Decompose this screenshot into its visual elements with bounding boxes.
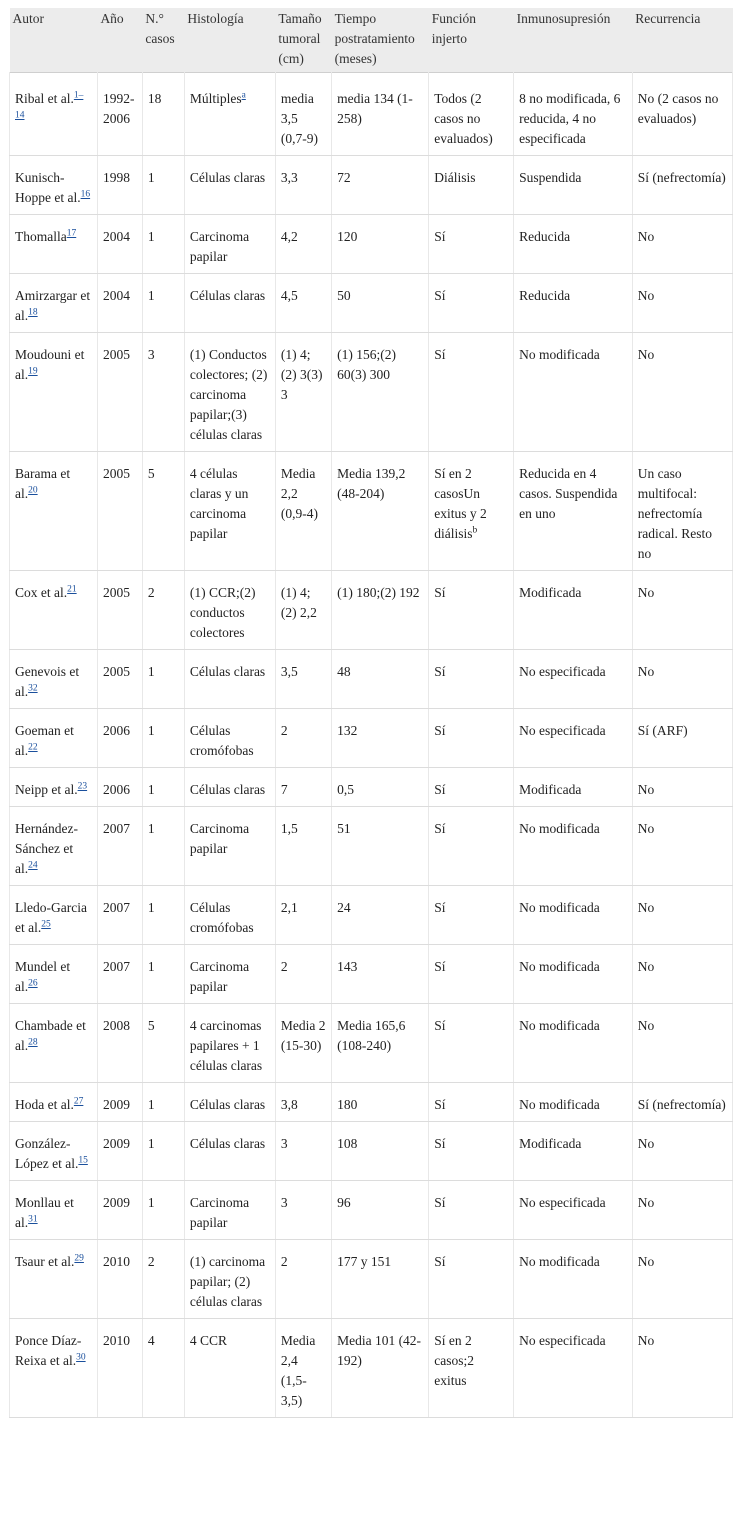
cell-immunosuppression: Reducida — [514, 215, 633, 274]
header-time: Tiempo postratamiento (meses) — [332, 8, 429, 73]
cell-size: 3 — [275, 1122, 331, 1181]
cell-year: 2004 — [97, 274, 142, 333]
cell-year: 2005 — [97, 571, 142, 650]
reference-link[interactable]: 22 — [28, 742, 38, 753]
table-row — [10, 571, 733, 650]
graft-text: Sí — [434, 821, 446, 836]
table-row — [10, 1319, 733, 1418]
cell-author — [10, 1240, 98, 1319]
cell-recurrence: Sí (nefrectomía) — [632, 1083, 732, 1122]
graft-text: Sí — [434, 1097, 446, 1112]
graft-text: Sí — [434, 229, 446, 244]
cell-histology — [184, 1083, 275, 1122]
cell-cases: 1 — [142, 886, 184, 945]
histology-text: Células claras — [189, 1097, 266, 1112]
cell-immunosuppression: No modificada — [514, 886, 633, 945]
table-row — [10, 1122, 733, 1181]
cell-graft — [429, 886, 514, 945]
table-row — [10, 156, 733, 215]
cell-time: 120 — [332, 215, 429, 274]
cell-size: 2,1 — [275, 886, 331, 945]
cell-graft — [429, 333, 514, 452]
cell-graft — [429, 1122, 514, 1181]
graft-text: Sí en 2 casosUn exitus y 2 diálisis — [434, 466, 487, 541]
cell-recurrence: No — [632, 807, 732, 886]
cell-time: (1) 156;(2) 60(3) 300 — [332, 333, 429, 452]
cell-histology — [184, 1240, 275, 1319]
cell-immunosuppression: No modificada — [514, 1083, 633, 1122]
graft-text: Sí — [434, 723, 446, 738]
table-row — [10, 709, 733, 768]
cell-author — [10, 807, 98, 886]
cell-histology — [184, 709, 275, 768]
cell-year: 2004 — [97, 215, 142, 274]
graft-text: Sí — [434, 1136, 446, 1151]
author-name: Chambade et al. — [15, 1018, 86, 1053]
author-name: Ponce Díaz-Reixa et al. — [15, 1333, 82, 1368]
table-body — [10, 73, 733, 1418]
histology-text: Carcinoma papilar — [189, 959, 250, 994]
graft-text: Sí — [434, 900, 446, 915]
author-name: González-López et al. — [15, 1136, 79, 1171]
cell-recurrence: No — [632, 274, 732, 333]
cell-time: 143 — [332, 945, 429, 1004]
graft-text: Sí en 2 casos;2 exitus — [434, 1333, 474, 1388]
author-name: Hernández-Sánchez et al. — [15, 821, 78, 876]
cell-immunosuppression: No modificada — [514, 945, 633, 1004]
header-cases: N.° casos — [142, 8, 184, 73]
reference-link[interactable]: 28 — [28, 1037, 38, 1048]
cell-size: 4,5 — [275, 274, 331, 333]
graft-text: Sí — [434, 1018, 446, 1033]
histology-text: 4 células claras y un carcinoma papilar — [189, 466, 249, 541]
cell-author — [10, 1319, 98, 1418]
cell-year: 1992-2006 — [97, 73, 142, 156]
cell-graft — [429, 650, 514, 709]
histology-text: Células claras — [189, 170, 266, 185]
cell-time: 48 — [332, 650, 429, 709]
reference-link[interactable]: 26 — [28, 978, 38, 989]
cell-recurrence: Un caso multifocal: nefrectomía radical. Resto no — [632, 452, 732, 571]
histology-text: Células cromófobas — [189, 723, 254, 758]
cell-year: 2010 — [97, 1319, 142, 1418]
cell-year: 2005 — [97, 650, 142, 709]
cell-recurrence: No — [632, 768, 732, 807]
author-name: Neipp et al. — [15, 782, 78, 797]
author-name: Kunisch-Hoppe et al. — [15, 170, 81, 205]
cell-graft — [429, 807, 514, 886]
cell-recurrence: No — [632, 650, 732, 709]
header-histology: Histología — [184, 8, 275, 73]
cell-immunosuppression: No modificada — [514, 1004, 633, 1083]
cell-cases: 4 — [142, 1319, 184, 1418]
cell-time: 72 — [332, 156, 429, 215]
cell-time: Media 165,6 (108-240) — [332, 1004, 429, 1083]
cell-year: 2007 — [97, 945, 142, 1004]
cell-recurrence: No — [632, 1122, 732, 1181]
cell-cases: 18 — [142, 73, 184, 156]
histology-text: Células claras — [189, 782, 266, 797]
cell-immunosuppression: Reducida en 4 casos. Suspendida en uno — [514, 452, 633, 571]
cell-immunosuppression: No modificada — [514, 1240, 633, 1319]
cell-time: 0,5 — [332, 768, 429, 807]
cell-immunosuppression: No modificada — [514, 333, 633, 452]
cell-size: 3,3 — [275, 156, 331, 215]
cell-size: Media 2 (15-30) — [275, 1004, 331, 1083]
cell-graft — [429, 571, 514, 650]
cell-recurrence: No — [632, 215, 732, 274]
table-row — [10, 452, 733, 571]
reference-link[interactable]: 19 — [28, 366, 38, 377]
table-row — [10, 1083, 733, 1122]
cell-author — [10, 333, 98, 452]
cell-time: 108 — [332, 1122, 429, 1181]
cell-cases: 1 — [142, 768, 184, 807]
cell-histology — [184, 215, 275, 274]
cell-size: 2 — [275, 945, 331, 1004]
cell-recurrence: No — [632, 1004, 732, 1083]
cell-time: 24 — [332, 886, 429, 945]
histology-text: 4 CCR — [189, 1333, 227, 1348]
reference-link[interactable]: 15 — [78, 1155, 88, 1166]
reference-link[interactable]: 16 — [80, 189, 91, 200]
histology-text: Carcinoma papilar — [189, 821, 250, 856]
cell-year: 2009 — [97, 1083, 142, 1122]
cell-histology — [184, 945, 275, 1004]
histology-text: 4 carcinomas papilares + 1 células claras — [189, 1018, 263, 1073]
author-name: Barama et al. — [15, 466, 71, 501]
cell-year: 2008 — [97, 1004, 142, 1083]
cell-cases: 1 — [142, 709, 184, 768]
histology-text: Células claras — [189, 288, 266, 303]
author-name: Hoda et al. — [15, 1097, 74, 1112]
cell-size: 3 — [275, 1181, 331, 1240]
cell-author — [10, 73, 98, 156]
cell-size: 3,5 — [275, 650, 331, 709]
table-row — [10, 333, 733, 452]
cell-cases: 5 — [142, 1004, 184, 1083]
graft-text: Sí — [434, 1254, 446, 1269]
cell-cases: 1 — [142, 1122, 184, 1181]
graft-text: Todos (2 casos no evaluados) — [434, 91, 493, 146]
cell-histology — [184, 650, 275, 709]
graft-text: Sí — [434, 664, 446, 679]
cell-graft — [429, 1319, 514, 1418]
cell-histology — [184, 156, 275, 215]
author-name: Tsaur et al. — [15, 1254, 75, 1269]
cell-graft — [429, 215, 514, 274]
cell-author — [10, 156, 98, 215]
cell-recurrence: No — [632, 945, 732, 1004]
reference-link[interactable]: 21 — [67, 584, 77, 595]
cell-recurrence: No — [632, 1240, 732, 1319]
cell-immunosuppression: Suspendida — [514, 156, 633, 215]
cell-immunosuppression: Reducida — [514, 274, 633, 333]
cell-immunosuppression: Modificada — [514, 571, 633, 650]
cell-time: 132 — [332, 709, 429, 768]
header-graft: Función injerto — [429, 8, 514, 73]
cell-size: 1,5 — [275, 807, 331, 886]
cell-recurrence: Sí (ARF) — [632, 709, 732, 768]
header-author: Autor — [10, 8, 98, 73]
table-row — [10, 650, 733, 709]
cell-histology — [184, 274, 275, 333]
author-name: Lledo-Garcia et al. — [15, 900, 87, 935]
header-year: Año — [97, 8, 142, 73]
histology-text: (1) CCR;(2) conductos colectores — [189, 585, 256, 640]
author-name: Thomalla — [15, 229, 67, 244]
cell-size: 4,2 — [275, 215, 331, 274]
cell-cases: 5 — [142, 452, 184, 571]
cell-time: Media 139,2 (48-204) — [332, 452, 429, 571]
cell-graft — [429, 452, 514, 571]
table-row — [10, 807, 733, 886]
table-row — [10, 1004, 733, 1083]
cell-year: 1998 — [97, 156, 142, 215]
header-size: Tamaño tumoral (cm) — [275, 8, 331, 73]
cell-histology — [184, 1122, 275, 1181]
cell-year: 2007 — [97, 886, 142, 945]
reference-link[interactable]: 27 — [73, 1096, 84, 1107]
cell-cases: 1 — [142, 1083, 184, 1122]
histology-text: (1) Conductos colectores; (2) carcinoma papilar;(3) células claras — [189, 347, 268, 442]
cell-cases: 1 — [142, 807, 184, 886]
cell-size: media 3,5 (0,7-9) — [275, 73, 331, 156]
reference-link[interactable]: 18 — [28, 307, 38, 318]
cell-cases: 1 — [142, 274, 184, 333]
table-row — [10, 1240, 733, 1319]
cell-histology — [184, 452, 275, 571]
cell-time: media 134 (1-258) — [332, 73, 429, 156]
table-row — [10, 215, 733, 274]
cell-graft — [429, 1240, 514, 1319]
cell-time: 50 — [332, 274, 429, 333]
cell-size: 2 — [275, 709, 331, 768]
cell-histology — [184, 886, 275, 945]
cell-recurrence: No — [632, 886, 732, 945]
cell-size: 7 — [275, 768, 331, 807]
cell-time: 180 — [332, 1083, 429, 1122]
cell-histology — [184, 333, 275, 452]
author-name: Goeman et al. — [15, 723, 74, 758]
cell-author — [10, 1122, 98, 1181]
cell-cases: 1 — [142, 650, 184, 709]
histology-text: Células claras — [189, 1136, 266, 1151]
cell-immunosuppression: Modificada — [514, 1122, 633, 1181]
cell-recurrence: No — [632, 1181, 732, 1240]
table-row — [10, 768, 733, 807]
cell-immunosuppression: No especificada — [514, 650, 633, 709]
cell-cases: 1 — [142, 215, 184, 274]
table-row — [10, 1181, 733, 1240]
reference-link[interactable]: 32 — [28, 683, 38, 694]
cell-author — [10, 571, 98, 650]
cell-size: 2 — [275, 1240, 331, 1319]
cell-immunosuppression: No especificada — [514, 709, 633, 768]
cell-author — [10, 768, 98, 807]
cell-author — [10, 945, 98, 1004]
table-row — [10, 73, 733, 156]
cell-size: 3,8 — [275, 1083, 331, 1122]
cell-author — [10, 452, 98, 571]
reference-link[interactable]: 29 — [74, 1253, 84, 1264]
cell-recurrence: No — [632, 1319, 732, 1418]
cell-year: 2005 — [97, 452, 142, 571]
author-name: Monllau et al. — [15, 1195, 74, 1230]
table-row — [10, 886, 733, 945]
cell-graft — [429, 1083, 514, 1122]
cell-author — [10, 709, 98, 768]
cell-recurrence: No — [632, 333, 732, 452]
author-name: Amirzargar et al. — [15, 288, 91, 323]
cell-time: 51 — [332, 807, 429, 886]
cell-immunosuppression: Modificada — [514, 768, 633, 807]
cell-histology — [184, 571, 275, 650]
cell-recurrence: No (2 casos no evaluados) — [632, 73, 732, 156]
graft-text: Sí — [434, 959, 446, 974]
table-row — [10, 274, 733, 333]
cell-graft — [429, 1181, 514, 1240]
cell-author — [10, 215, 98, 274]
histology-text: Células claras — [189, 664, 266, 679]
cell-immunosuppression: No especificada — [514, 1319, 633, 1418]
cell-histology — [184, 1319, 275, 1418]
cell-year: 2005 — [97, 333, 142, 452]
histology-text: Múltiples — [189, 91, 242, 106]
cell-size: (1) 4;(2) 2,2 — [275, 571, 331, 650]
cell-size: Media 2,4 (1,5-3,5) — [275, 1319, 331, 1418]
cell-histology — [184, 73, 275, 156]
cell-graft — [429, 73, 514, 156]
graft-text: Sí — [434, 585, 446, 600]
histology-text: Carcinoma papilar — [189, 1195, 250, 1230]
cell-histology — [184, 807, 275, 886]
cell-author — [10, 274, 98, 333]
author-name: Moudouni et al. — [15, 347, 85, 382]
cell-graft — [429, 156, 514, 215]
cell-cases: 2 — [142, 571, 184, 650]
cell-graft — [429, 1004, 514, 1083]
cell-year: 2006 — [97, 709, 142, 768]
cell-author — [10, 650, 98, 709]
cell-year: 2006 — [97, 768, 142, 807]
cell-author — [10, 1004, 98, 1083]
author-name: Genevois et al. — [15, 664, 80, 699]
cell-author — [10, 1083, 98, 1122]
cell-size: (1) 4;(2) 3(3) 3 — [275, 333, 331, 452]
graft-text: Sí — [434, 1195, 446, 1210]
cell-year: 2009 — [97, 1122, 142, 1181]
cell-time: (1) 180;(2) 192 — [332, 571, 429, 650]
cell-author — [10, 886, 98, 945]
cell-author — [10, 1181, 98, 1240]
cell-time: Media 101 (42-192) — [332, 1319, 429, 1418]
histology-text: (1) carcinoma papilar; (2) células claras — [189, 1254, 266, 1309]
reference-link[interactable]: 25 — [41, 919, 51, 930]
author-name: Ribal et al. — [15, 91, 74, 106]
cell-histology — [184, 768, 275, 807]
reference-link[interactable]: 17 — [66, 228, 77, 239]
header-recurrence: Recurrencia — [632, 8, 732, 73]
cell-size: Media 2,2 (0,9-4) — [275, 452, 331, 571]
cell-graft — [429, 709, 514, 768]
cell-cases: 1 — [142, 1181, 184, 1240]
cell-immunosuppression: No modificada — [514, 807, 633, 886]
cell-time: 177 y 151 — [332, 1240, 429, 1319]
cell-cases: 2 — [142, 1240, 184, 1319]
cell-graft — [429, 945, 514, 1004]
header-row — [10, 8, 733, 73]
cell-time: 96 — [332, 1181, 429, 1240]
cell-cases: 1 — [142, 156, 184, 215]
literature-table — [9, 8, 733, 1418]
reference-link[interactable]: 30 — [76, 1352, 86, 1363]
author-name: Cox et al. — [15, 585, 68, 600]
footnote-link[interactable]: a — [241, 90, 246, 101]
table-row — [10, 945, 733, 1004]
footnote-marker: b — [472, 525, 478, 536]
cell-cases: 3 — [142, 333, 184, 452]
cell-year: 2010 — [97, 1240, 142, 1319]
graft-text: Sí — [434, 288, 446, 303]
histology-text: Células cromófobas — [189, 900, 254, 935]
reference-link[interactable]: 31 — [28, 1214, 38, 1225]
graft-text: Sí — [434, 782, 446, 797]
author-name: Mundel et al. — [15, 959, 71, 994]
cell-recurrence: Sí (nefrectomía) — [632, 156, 732, 215]
cell-histology — [184, 1181, 275, 1240]
cell-immunosuppression: No especificada — [514, 1181, 633, 1240]
graft-text: Sí — [434, 347, 446, 362]
reference-link[interactable]: 23 — [77, 781, 88, 792]
cell-graft — [429, 274, 514, 333]
histology-text: Carcinoma papilar — [189, 229, 250, 264]
reference-link[interactable]: 20 — [28, 485, 38, 496]
header-immuno: Inmunosupresión — [514, 8, 633, 73]
cell-cases: 1 — [142, 945, 184, 1004]
cell-recurrence: No — [632, 571, 732, 650]
cell-histology — [184, 1004, 275, 1083]
reference-link[interactable]: 24 — [28, 860, 38, 871]
graft-text: Diálisis — [434, 170, 476, 185]
cell-graft — [429, 768, 514, 807]
cell-year: 2009 — [97, 1181, 142, 1240]
reference-link[interactable]: 1–14 — [15, 90, 84, 121]
cell-immunosuppression: 8 no modificada, 6 reducida, 4 no especificada — [514, 73, 633, 156]
cell-year: 2007 — [97, 807, 142, 886]
